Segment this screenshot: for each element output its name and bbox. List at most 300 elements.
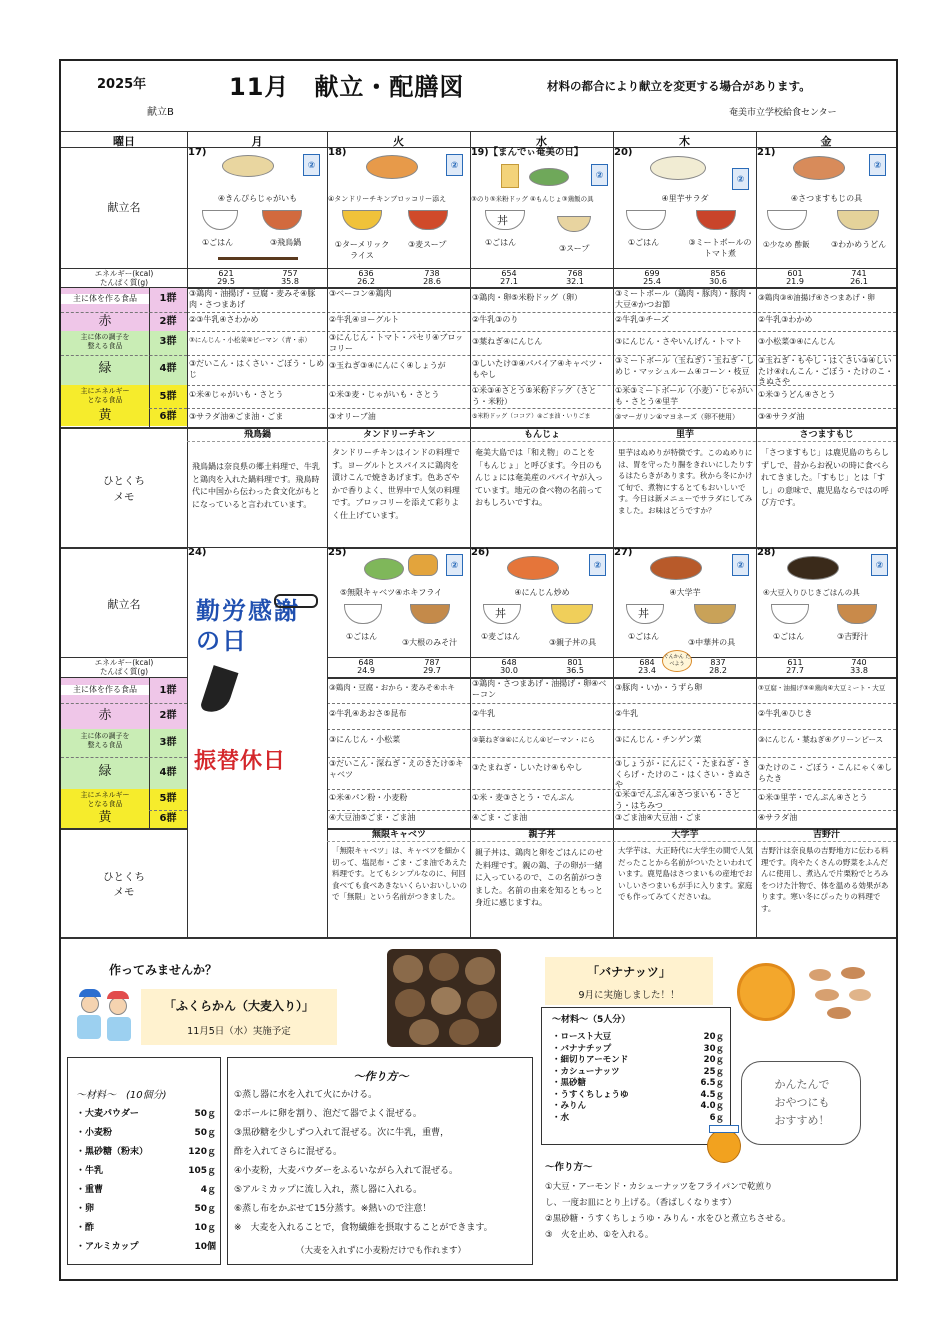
- recipe2-title: 「バナナッツ」: [587, 965, 671, 979]
- group4-foods: ③玉ねぎ③④にんにく④しょうが: [329, 361, 446, 370]
- dish-side: ⑤無限キャベツ④ホキフライ: [340, 588, 443, 597]
- g1: 1群: [159, 293, 177, 304]
- memo-title: タンドリーチキン: [363, 430, 435, 440]
- page-title: 11月 献立・配膳図: [229, 73, 465, 101]
- protein-low: 29.5: [217, 277, 235, 286]
- recipe-step: ※ 大麦を入れることで，食物繊維を摂取することができます。: [234, 1223, 493, 1233]
- group3-foods: ③にんじん・葉ねぎ④グリーンピース: [758, 735, 884, 744]
- material-item: [552, 1099, 724, 1111]
- day-tue: 火: [393, 135, 404, 148]
- tie-icon: [200, 665, 239, 717]
- dish-side: ④大学芋: [669, 588, 701, 597]
- g6-2: 6群: [159, 813, 177, 824]
- group6-foods: ③④サラダ油: [758, 412, 805, 421]
- material-item: [76, 1163, 216, 1182]
- group1-foods: ③鶏肉・豆腐・おから・麦みそ④ホキ: [329, 683, 455, 692]
- memo-title: 飛鳥鍋: [243, 430, 271, 440]
- group2-foods: ②牛乳③チーズ: [615, 315, 669, 324]
- dish-side: ④きんぴらじゃがいも: [217, 194, 298, 203]
- protein-high: 28.2: [709, 666, 727, 675]
- rice-bowl-image: [767, 210, 807, 230]
- group5-foods: ①米③里芋・でんぷん④さとう: [758, 793, 868, 802]
- recipe1-note: （大麦を入れずに小麦粉だけでも作れます）: [295, 1246, 466, 1256]
- recipe1-materials-box: [67, 1057, 221, 1265]
- group3-foods: ③葉ねぎ③④にんじん④ピーマン・にら: [472, 736, 595, 744]
- group5-foods: ①米・麦③さとう・でんぷん: [472, 793, 575, 802]
- memo-title: 吉野汁: [812, 830, 840, 840]
- soup-bowl-image: [837, 210, 879, 230]
- group1-foods: ③鶏肉・卵⑤米粉ドッグ（卵）: [472, 293, 583, 302]
- recipe1-steps-box: [227, 1057, 533, 1265]
- rice-bowl-image: [342, 210, 382, 230]
- protein-high: 33.8: [850, 666, 868, 675]
- protein-low: 26.2: [357, 277, 375, 286]
- menu-sheet: [59, 59, 898, 1281]
- group4-foods: ③たけのこ・ごぼう・こんにゃく④しらたき: [758, 763, 893, 783]
- holiday-substitute: 振替休日: [194, 749, 287, 774]
- memo-label-3: ひとくち: [103, 871, 145, 883]
- dish-main: ③中華丼の具: [688, 638, 736, 647]
- date: 19)【まんでぃ奄美の日】: [471, 147, 584, 158]
- group6-foods: ④大豆油⑤ごま・ごま油: [329, 813, 416, 822]
- recipe-step: ③ 火を止め、①を入れる。: [545, 1230, 654, 1240]
- group2-foods: ②牛乳④ヨーグルト: [329, 315, 400, 324]
- don-label: 丼: [497, 214, 508, 227]
- memo-text: 奄美大島では「和え物」のことを「もんじょ」と呼びます。今日のもんじょには奄美産のパパイヤが入っています。地元の食べ物の名前っておもしろいですね。: [475, 448, 603, 507]
- group2-foods: ②牛乳③のり: [472, 315, 519, 324]
- material-qty: 120ｇ: [188, 1147, 216, 1157]
- soup-bowl-image: [408, 210, 448, 230]
- energy-high: 757: [282, 269, 298, 278]
- glasses-icon: [274, 594, 318, 608]
- material-qty: 25ｇ: [703, 1066, 724, 1077]
- day-fri: 金: [820, 135, 832, 148]
- day-column: [757, 548, 896, 658]
- group3-foods: ③にんじん・小松菜: [329, 735, 401, 744]
- dish-staple: ①麦ごはん: [481, 632, 521, 641]
- material-name: ・牛乳: [76, 1166, 104, 1176]
- group5-foods: ①米④じゃがいも・さとう: [189, 390, 284, 399]
- protein-low: 30.0: [500, 666, 518, 675]
- side-dish-image: [222, 155, 274, 177]
- soup-bowl-image: [551, 604, 593, 624]
- side-dish-image: [366, 155, 418, 179]
- group6-foods: ③ごま油④大豆油・ごま: [615, 813, 702, 822]
- memo-text: 親子丼は、鶏肉と卵をごはんにのせた料理です。親の鶏、子の卵が一緒に入っているので、この名前がつきました。名前の由来を知るともっと身近に感じますね。: [475, 848, 603, 907]
- memo-label-4: メモ: [113, 886, 135, 898]
- dish-staple: ①ごはん: [628, 238, 660, 247]
- recipe-step: ②黒砂糖・うすくちしょうゆ・みりん・水をひと煮立ちさせる。: [545, 1214, 791, 1224]
- g3-2: 3群: [159, 737, 177, 748]
- group6-foods: ④サラダ油: [758, 813, 798, 822]
- protein-high: 28.6: [423, 277, 441, 286]
- recipe2-done: 9月に実施しました！！: [578, 990, 680, 1001]
- energy-high: 740: [851, 658, 867, 667]
- material-item: [552, 1111, 724, 1123]
- material-qty: 50ｇ: [194, 1204, 216, 1214]
- holiday-labor-thanksgiving: 勤労感謝の日: [196, 597, 300, 655]
- date: 20): [614, 147, 633, 158]
- material-name: ・ロースト大豆: [552, 1032, 612, 1042]
- day-column: [471, 548, 613, 658]
- g4: 4群: [159, 363, 177, 374]
- dish-main: ③大根のみそ汁: [402, 638, 458, 647]
- memo-title: 大学芋: [671, 830, 699, 840]
- recipe1-title: 「ふくらかん（大麦入り）」: [163, 999, 314, 1013]
- group1-foods: ③鶏肉・油揚げ・豆腐・麦みそ④豚肉・さつまあげ: [189, 289, 316, 309]
- material-name: ・みりん: [552, 1101, 587, 1111]
- protein-low: 27.1: [500, 277, 518, 286]
- energy-low: 654: [501, 269, 517, 278]
- nuts-image: [805, 965, 885, 1025]
- memo-text: 飛鳥鍋は奈良県の郷土料理で、牛乳と鶏肉を入れた鍋料理です。飛鳥時代に中国から伝わった食文化がもとになっていると言われています。: [192, 462, 320, 509]
- mascot-image: [703, 1123, 743, 1169]
- group6-foods: ③マーガリン④マヨネーズ（卵不使用）: [615, 413, 740, 421]
- material-qty: 20ｇ: [703, 1032, 724, 1042]
- dish-main: ③親子丼の具: [549, 638, 597, 647]
- date: 18): [328, 147, 347, 158]
- material-item: [552, 1053, 724, 1065]
- g5-2: 5群: [159, 793, 177, 804]
- memo-title: 無限キャベツ: [371, 830, 426, 840]
- material-name: ・バナナチップ: [552, 1043, 612, 1054]
- material-qty: 4ｇ: [200, 1185, 216, 1195]
- dish-staple: ①ごはん: [346, 632, 378, 641]
- steps-title: ～作り方～: [353, 1070, 409, 1083]
- material-qty: 30ｇ: [703, 1043, 724, 1054]
- material-item: [76, 1220, 216, 1239]
- day-mon: 月: [251, 135, 263, 148]
- group5-foods: ①米③うどん④さとう: [758, 390, 836, 399]
- dish-staple: ①ごはん: [485, 238, 517, 247]
- g1-2: 1群: [159, 685, 177, 696]
- side-dish-image: [501, 164, 519, 188]
- group4-foods: ③玉ねぎ・もやし・はくさい③④しいたけ④れんこん・ごぼう・たけのこ・きぬさや: [758, 356, 894, 386]
- soup-bowl-image: [262, 210, 302, 230]
- group5-foods: ①米④パン粉・小麦粉: [329, 793, 408, 802]
- g2-2: 2群: [159, 710, 177, 721]
- energy-high: 738: [424, 269, 440, 278]
- dish-side: ④大豆入りひじきごはんの具: [763, 588, 860, 597]
- material-item: [76, 1182, 216, 1201]
- dish-side: ④里芋サラダ: [661, 194, 709, 203]
- dish-side: ③のり⑤米粉ドッグ ④もんじょ③鶏飯の具: [471, 195, 594, 203]
- material-item: [552, 1088, 724, 1100]
- material-name: ・卵: [76, 1204, 95, 1214]
- nutrition-row: [188, 269, 896, 287]
- dish-staple: ①少なめ 酢飯: [763, 240, 810, 249]
- memo-label-1: ひとくち: [103, 475, 145, 487]
- side-dish-image: [408, 554, 438, 576]
- material-name: ・細切りアーモンド: [552, 1055, 629, 1065]
- dish-staple: ①ごはん: [628, 632, 660, 641]
- energy-low: 636: [358, 269, 374, 278]
- yellow-desc1-2: 主にエネルギー: [80, 791, 130, 799]
- material-item: [76, 1239, 216, 1258]
- recipe-step: 酢を入れてさらに混ぜる。: [234, 1147, 343, 1157]
- group1-foods: ③ミートボール（鶏肉・豚肉）・豚肉・大豆④かつお節: [615, 289, 755, 309]
- milk-icon: ②: [869, 154, 886, 176]
- group6-foods: ④ごま・ごま油: [472, 813, 528, 822]
- protein-high: 26.1: [850, 277, 868, 286]
- material-qty: 105ｇ: [188, 1166, 216, 1176]
- red-word-2: 赤: [98, 708, 112, 723]
- memo-text: 「さつますもじ」は鹿児島のちらしずしで、昔からお祝いの時に食べられてきました。「すもじ」とは「すし」の意味で、鹿児島ならではの呼び方です。: [761, 448, 889, 507]
- don-label: 丼: [495, 607, 506, 620]
- recipe-step: ①大豆・アーモンド・カシューナッツをフライパンで乾煎り: [545, 1182, 773, 1192]
- yellow-word: 黄: [98, 408, 112, 423]
- protein-low: 25.4: [643, 277, 661, 286]
- memo-text: 吉野汁は奈良県の吉野地方に伝わる料理です。肉やたくさんの野菜をふんだんに使用し、煮込んで片栗粉でとろみをつけた汁物で、体を温める効果があります。寒い冬にぴったりの料理です。: [761, 846, 889, 913]
- dish-main: ③吉野汁: [837, 632, 869, 641]
- soup-bowl-image: [837, 604, 877, 624]
- material-name: ・カシューナッツ: [552, 1066, 620, 1077]
- menu-type: 献立B: [147, 107, 174, 118]
- material-qty: 10ｇ: [194, 1223, 216, 1233]
- energy-low: 648: [358, 658, 374, 667]
- g6: 6群: [159, 411, 177, 422]
- material-qty: 50ｇ: [194, 1128, 216, 1138]
- material-qty: 4.5ｇ: [700, 1089, 724, 1100]
- protein-low: 23.4: [638, 666, 656, 675]
- green-desc2: 整える食品: [87, 342, 123, 350]
- bubble-line: おやつにも: [774, 1096, 830, 1109]
- recipe-step: ⑤アルミカップに流し入れ，蒸し器に入れる。: [234, 1185, 423, 1195]
- group3-foods: ③葉ねぎ④にんじん: [472, 337, 543, 346]
- group6-foods: ③オリーブ油: [329, 412, 376, 421]
- dish-staple: ①ターメリックライス: [334, 240, 390, 260]
- material-name: ・うすくちしょうゆ: [552, 1089, 629, 1100]
- material-item: [552, 1042, 724, 1054]
- yellow-desc2-2: となる食品: [87, 800, 123, 808]
- side-dish-image: [650, 156, 706, 180]
- dish-side: ④にんじん炒め: [514, 588, 570, 597]
- memo-title: もんじょ: [523, 430, 560, 440]
- material-qty: 20ｇ: [703, 1055, 724, 1065]
- milk-icon: ②: [446, 554, 463, 576]
- day-label: 曜日: [113, 135, 135, 148]
- material-item: [76, 1125, 216, 1144]
- bubble-line: おすすめ！: [774, 1114, 830, 1127]
- group5-foods: ①米③でんぷん④さつまいも・さとう・はちみつ: [615, 790, 741, 810]
- banana-chip-image: [737, 963, 795, 1021]
- green-desc1-2: 主に体の調子を: [80, 732, 130, 740]
- dish-main: ③ミートボールのトマト煮: [688, 238, 752, 258]
- milk-icon: ②: [303, 154, 320, 176]
- day-column: [614, 548, 756, 658]
- material-item: [552, 1030, 724, 1042]
- red-word: 赤: [98, 314, 112, 329]
- material-name: ・黒砂糖（粉末）: [76, 1147, 149, 1157]
- protein-high: 32.1: [566, 277, 584, 286]
- green-word: 緑: [98, 361, 112, 376]
- dish-main: ③スープ: [559, 244, 590, 253]
- rice-bowl-image: [344, 604, 382, 624]
- materials-title: ～材料～ (10個分): [76, 1090, 167, 1101]
- energy-high: 837: [710, 658, 726, 667]
- side-dish-image: [507, 556, 559, 580]
- energy-low: 684: [639, 658, 655, 667]
- soup-bowl-image: [410, 604, 450, 624]
- group4-foods: ③だいこん・深ねぎ・えのきたけ⑤キャベツ: [329, 759, 464, 779]
- memo-text: 里芋はぬめりが特徴です。このぬめりには、胃を守ったり腸をきれいにしたりするはたらきがあります。秋から冬にかけて旬で、煮物にするとてもおいしいです。今日は新メニューでサラダにしてみました。お味はどうですか？: [618, 448, 753, 515]
- memo-label-2: メモ: [113, 491, 135, 503]
- day-column: [328, 548, 470, 658]
- group2-foods: ②牛乳: [615, 709, 639, 718]
- speech-bubble: [741, 1061, 861, 1145]
- energy-low: 601: [787, 269, 803, 278]
- holiday-column: [188, 548, 327, 936]
- milk-icon: ②: [589, 554, 606, 576]
- recipe-invite: 作ってみませんか？: [109, 963, 218, 977]
- date: 21): [757, 147, 776, 158]
- material-item: [552, 1065, 724, 1077]
- milk-icon: ②: [732, 554, 749, 576]
- memo-title: 里芋: [675, 430, 694, 440]
- energy-high: 768: [567, 269, 583, 278]
- recipe1-date: 11月5日（水）実施予定: [187, 1026, 291, 1037]
- date: 26): [471, 547, 490, 558]
- material-name: ・重曹: [76, 1185, 104, 1195]
- soup-bowl-image: [696, 210, 736, 230]
- cooking-kids-image: [75, 989, 137, 1049]
- material-item: [76, 1106, 216, 1125]
- group5-foods: ①米③ミートボール（小麦）・じゃがいも・さとう④里芋: [615, 386, 754, 406]
- material-name: ・水: [552, 1112, 570, 1123]
- energy-low: 621: [218, 269, 234, 278]
- green-desc2-2: 整える食品: [87, 741, 123, 749]
- energy-label-2: エネルギー(kcal): [94, 658, 154, 667]
- g3: 3群: [159, 336, 177, 347]
- side-dish-image: [787, 556, 839, 580]
- group1-foods: ③鶏肉③④油揚げ④さつまあげ・卵: [758, 293, 875, 302]
- recipe-step: ④小麦粉，大麦パウダーをふるいながら入れて混ぜる。: [234, 1166, 458, 1176]
- group3-foods: ③にんじん・小松菜④ピーマン（青・赤）: [189, 336, 311, 344]
- group3-foods: ③小松菜③④にんじん: [758, 337, 836, 346]
- group6-foods: ⑤米粉ドッグ（ココア）④ごま油・いりごま: [472, 413, 591, 420]
- energy-high: 787: [424, 658, 440, 667]
- date: 17): [188, 147, 207, 158]
- yellow-desc1: 主にエネルギー: [80, 387, 130, 395]
- protein-high: 36.5: [566, 666, 584, 675]
- energy-low: 611: [787, 658, 803, 667]
- rice-bowl-image: [626, 210, 666, 230]
- protein-low: 27.7: [786, 666, 804, 675]
- material-name: ・アルミカップ: [76, 1242, 139, 1252]
- dish-main: ③わかめうどん: [831, 240, 887, 249]
- dish-staple: ①ごはん: [202, 238, 234, 247]
- group2-foods: ②牛乳: [472, 709, 496, 718]
- material-item: [552, 1076, 724, 1088]
- material-qty: 6.5ｇ: [700, 1078, 724, 1088]
- group2-foods: ②牛乳④ひじき: [758, 709, 813, 718]
- milk-icon: ②: [732, 168, 749, 190]
- chopsticks-image: [218, 257, 298, 260]
- group4-foods: ③たまねぎ・しいたけ④もやし: [472, 763, 583, 772]
- center-name: 奄美市立学校給食センター: [729, 108, 837, 118]
- dish-main: ③麦スープ: [408, 240, 447, 249]
- g2: 2群: [159, 316, 177, 327]
- notice: 材料の都合により献立を変更する場合があります。: [547, 79, 811, 93]
- recipe-step: ⑥蒸し布をかぶせて15分蒸す。※熱いので注意！: [234, 1204, 432, 1214]
- energy-high: 741: [851, 269, 867, 278]
- group6-foods: ③サラダ油④ごま油・ごま: [189, 412, 284, 421]
- energy-high: 801: [567, 658, 583, 667]
- yellow-word-2: 黄: [98, 810, 112, 825]
- day-wed: 水: [536, 135, 547, 148]
- rice-bowl-image: [771, 604, 809, 624]
- energy-low: 648: [501, 658, 517, 667]
- menu-label-2: 献立名: [107, 598, 141, 611]
- year: 2025年: [97, 77, 147, 92]
- side-dish-image: [650, 556, 702, 580]
- material-name: ・酢: [76, 1223, 95, 1233]
- gunkan-badge: ぐんかん たべよう: [662, 650, 692, 672]
- material-item: [76, 1201, 216, 1220]
- date: 28): [757, 547, 776, 558]
- memo-title: 親子丼: [528, 830, 556, 840]
- group1-foods: ③ベーコン④鶏肉: [329, 289, 392, 298]
- soup-bowl-image: [557, 216, 591, 232]
- energy-low: 699: [644, 269, 660, 278]
- side-dish-image: [364, 558, 404, 580]
- bubble-line: かんたんで: [774, 1078, 830, 1091]
- protein-label-2: たんぱく質(g): [99, 667, 149, 676]
- material-qty: 50ｇ: [194, 1109, 216, 1119]
- rice-bowl-image: [202, 210, 238, 230]
- protein-high: 35.8: [281, 277, 299, 286]
- date: 24): [188, 547, 207, 558]
- date: 25): [328, 547, 347, 558]
- group3-foods: ③にんじん・トマト・パセリ④ブロッコリー: [329, 333, 464, 353]
- protein-high: 29.7: [423, 666, 441, 675]
- group2-foods: ②牛乳③わかめ: [758, 315, 813, 324]
- protein-high: 30.6: [709, 277, 727, 286]
- fukurakan-photo: [387, 949, 501, 1047]
- group4-foods: ③だいこん・はくさい・ごぼう・しめじ: [189, 359, 325, 379]
- materials-title: ～材料～（5人分）: [552, 1015, 631, 1025]
- recipe-step: ②ボールに卵を割り、泡だて器でよく混ぜる。: [234, 1109, 422, 1119]
- day-thu: 木: [679, 135, 690, 148]
- g4-2: 4群: [159, 767, 177, 778]
- protein-low: 24.9: [357, 666, 375, 675]
- material-item: [76, 1144, 216, 1163]
- food-groups: [329, 679, 895, 827]
- memo-text: タンドリーチキンはインドの料理です。ヨーグルトとスパイスに鶏肉を漬けこんで焼きあげます。色あざやかで香りよく、世界中で人気の料理です。ブロッコリーを添えて彩りよく仕上げています。: [332, 448, 460, 520]
- recipe-step: ③黒砂糖を少しずつ入れて混ぜる。次に牛乳，重曹，: [234, 1128, 450, 1138]
- energy-label: エネルギー(kcal): [94, 269, 154, 278]
- red-desc-2: 主に体を作る食品: [61, 685, 149, 695]
- recipe2-title-box: [545, 957, 713, 1005]
- green-word-2: 緑: [98, 764, 112, 779]
- side-dish-image: [793, 156, 845, 180]
- group4-foods: ③しょうが・にんにく・たまねぎ・きくらげ・たけのこ・はくさい・きぬさや: [615, 759, 751, 789]
- group3-foods: ③にんじん・チンゲン菜: [615, 735, 702, 744]
- group2-foods: ②牛乳④あおさ⑤昆布: [329, 709, 407, 718]
- material-name: ・小麦粉: [76, 1128, 113, 1138]
- group4-foods: ③ミートボール（玉ねぎ）・玉ねぎ・しめじ・マッシュルーム④コーン・枝豆: [615, 356, 755, 376]
- material-qty: 6ｇ: [709, 1112, 724, 1123]
- recipe-step: ①蒸し器に水を入れて火にかける。: [234, 1090, 378, 1100]
- group1-foods: ③豚肉・いか・うずら卵: [615, 683, 703, 692]
- g5: 5群: [159, 391, 177, 402]
- food-groups: [189, 289, 895, 427]
- red-desc: 主に体を作る食品: [61, 294, 149, 304]
- soup-bowl-image: [694, 604, 736, 624]
- milk-icon: ②: [871, 554, 888, 576]
- dish-staple: ①ごはん: [773, 632, 805, 641]
- steps-title: ～作り方～: [545, 1162, 593, 1173]
